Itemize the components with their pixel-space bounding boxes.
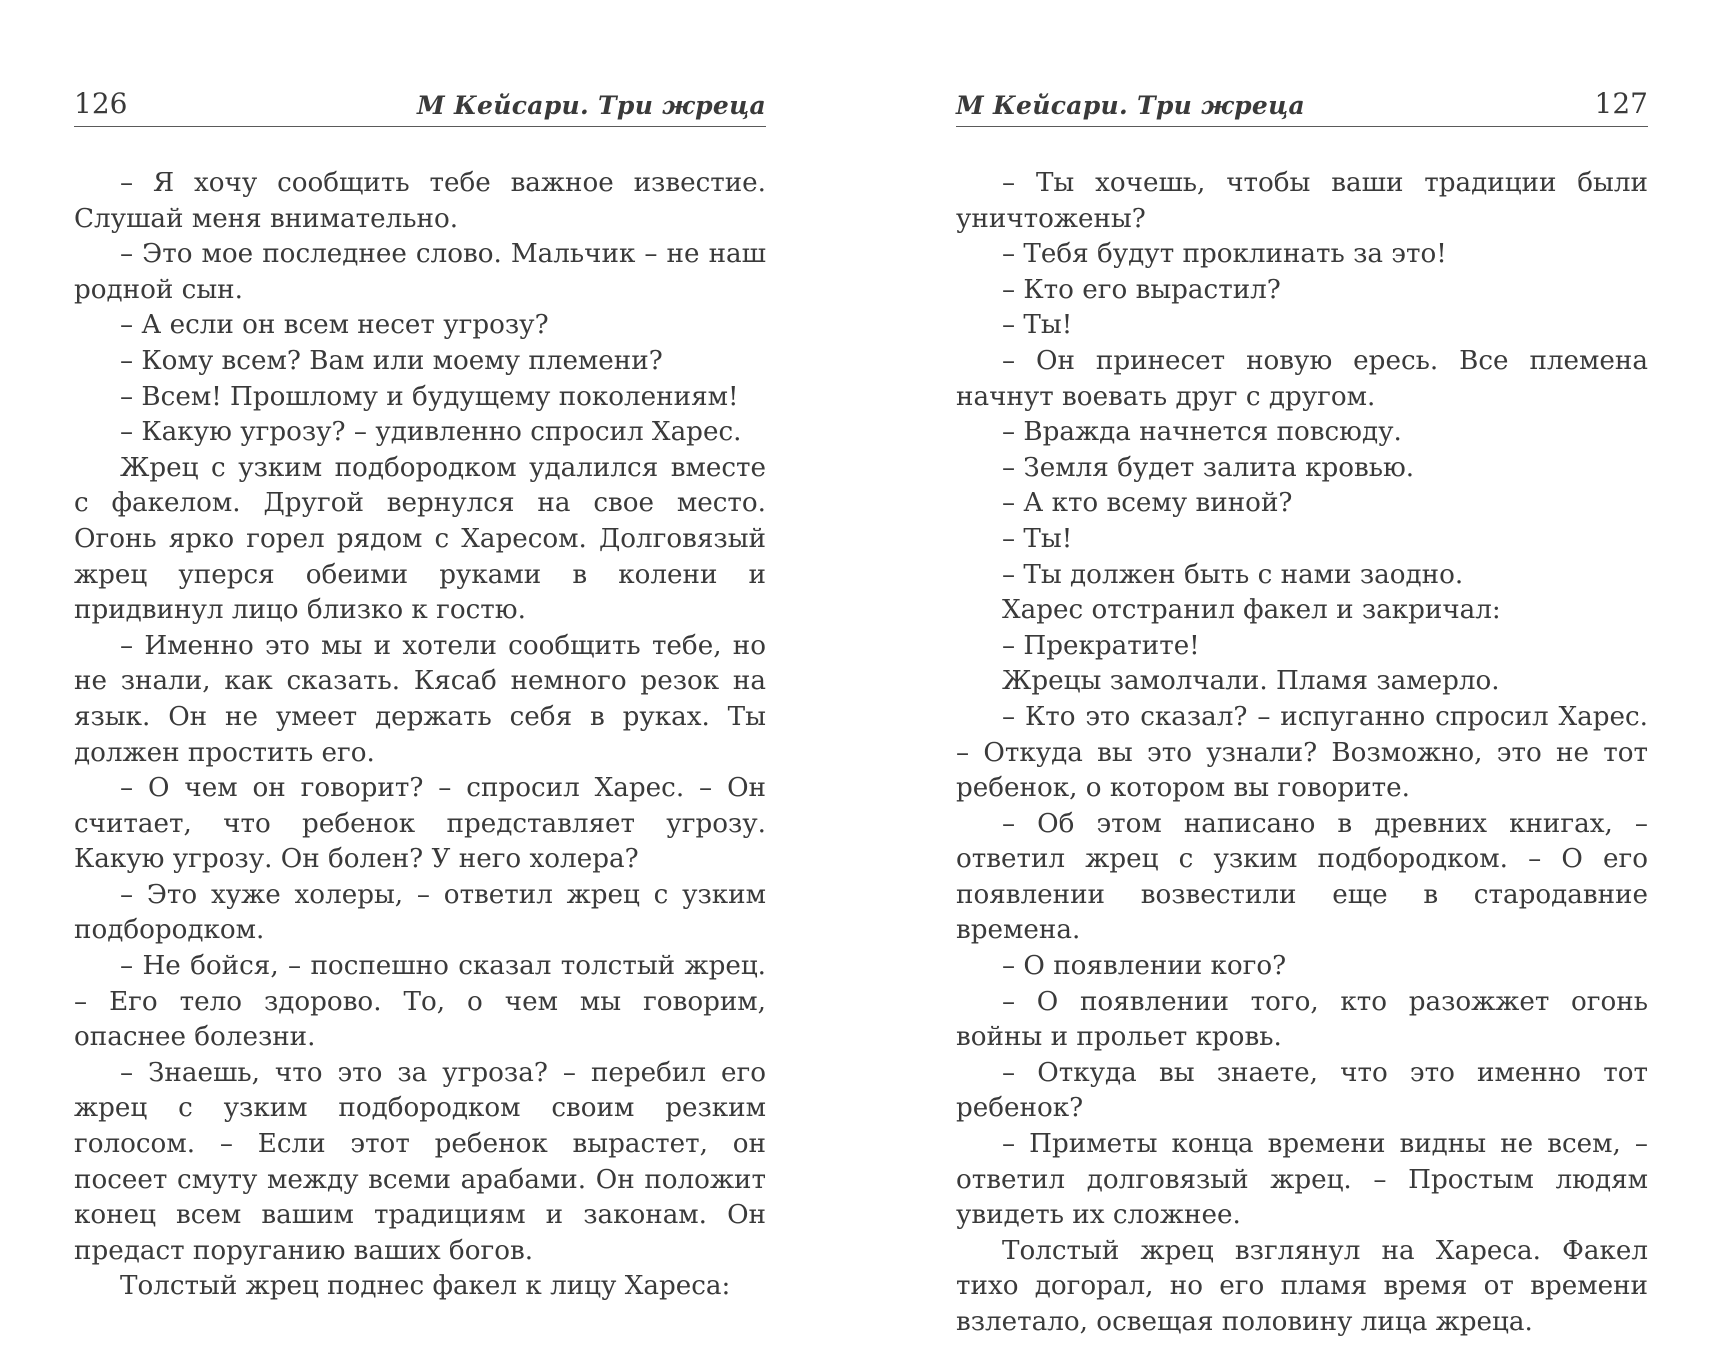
body-text [956,166,1648,1341]
right-page [956,0,1648,1366]
paragraph: – Это хуже холеры, – ответил жрец с узким подбородком. [74,879,766,946]
paragraph: Жрецы замолчали. Пламя замерло. [1002,666,1500,697]
paragraph: – А кто всему виной? [1002,488,1293,519]
paragraph: – Я хочу сообщить тебе важное известие. Слушай меня внимательно. [74,168,766,234]
page-number: 126 [74,87,128,120]
running-title: М Кейсари. Три жреца [956,91,1305,120]
paragraph: – Ты! [1002,523,1073,554]
paragraph: – Ты должен быть с нами заодно. [1002,559,1464,590]
left-page [74,0,766,1366]
paragraph: – Тебя будут проклинать за это! [1002,239,1447,270]
body-text [74,166,766,1305]
paragraph: – Прекратите! [1002,630,1200,661]
paragraph: – О появлении кого? [1002,951,1287,982]
paragraph: – Кому всем? Вам или моему племени? [120,345,663,376]
paragraph: Жрец с узким подбородком удалился вместе с факелом. Другой вернулся на свое место. Огонь ярко горел рядом с Харесом. Долговязый жрец уперся обеими руками в колени и придвинул лицо близко к гостю. [74,452,766,626]
paragraph: – Ты хочешь, чтобы ваши традиции были уничтожены? [956,168,1648,234]
paragraph: – Он принесет новую ересь. Все племена начнут воевать друг с другом. [956,345,1648,412]
paragraph: – Именно это мы и хотели сообщить тебе, но не знали, как сказать. Кясаб немного резок на язык. Он не умеет держать себя в руках. Ты должен простить его. [74,630,766,768]
paragraph: – Приметы конца времени видны не всем, – ответил долговязый жрец. – Простым людям увидеть их сложнее. [956,1129,1648,1231]
paragraph: – Кто его вырастил? [1002,274,1281,305]
paragraph: – Кто это сказал? – испуганно спросил Харес. – Откуда вы это узнали? Возможно, это не тот ребенок, о котором вы говорите. [956,701,1648,804]
page-number: 127 [1594,87,1648,120]
paragraph: – Ты! [1002,310,1073,341]
paragraph: – Знаешь, что это за угроза? – перебил его жрец с узким подбородком своим резким голосом. – Если этот ребенок вырастет, он посеет смуту между всеми арабами. Он положит конец всем вашим традициям и законам. Он предаст поруганию ваших богов. [74,1057,766,1266]
paragraph: Толстый жрец поднес факел к лицу Хареса: [120,1271,731,1302]
paragraph: – Не бойся, – поспешно сказал толстый жрец. – Его тело здорово. То, о чем мы говорим, опаснее болезни. [74,951,766,1053]
paragraph: – А если он всем несет угрозу? [120,310,549,341]
paragraph: – Всем! Прошлому и будущему поколениям! [120,381,739,412]
paragraph: – О появлении того, кто разожжет огонь войны и прольет кровь. [956,986,1648,1053]
paragraph: – Это мое последнее слово. Мальчик – не наш родной сын. [74,239,766,305]
running-head-left [74,86,766,127]
paragraph: – Земля будет залита кровью. [1002,452,1415,483]
paragraph: Толстый жрец взглянул на Хареса. Факел тихо догорал, но его пламя время от времени взлетало, освещая половину лица жреца. [956,1235,1648,1337]
paragraph: – О чем он говорит? – спросил Харес. – Он считает, что ребенок представляет угрозу. Какую угрозу. Он болен? У него холера? [74,773,766,875]
running-head-right [956,86,1648,127]
paragraph: – Вражда начнется повсюду. [1002,417,1402,448]
running-title: М Кейсари. Три жреца [417,91,766,120]
paragraph: Харес отстранил факел и закричал: [1002,595,1501,626]
paragraph: – Откуда вы знаете, что это именно тот ребенок? [956,1057,1648,1124]
paragraph: – Об этом написано в древних книгах, – ответил жрец с узким подбородком. – О его появлении возвестили еще в стародавние времена. [956,808,1648,946]
paragraph: – Какую угрозу? – удивленно спросил Харес. [120,417,742,448]
